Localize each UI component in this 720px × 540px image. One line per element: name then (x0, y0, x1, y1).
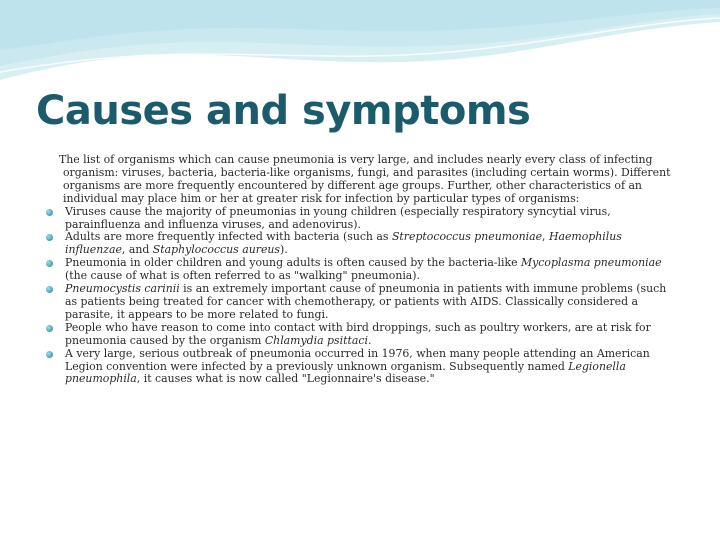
bullet-icon (46, 351, 53, 358)
bullet-icon (46, 234, 53, 241)
list-item (46, 322, 674, 348)
bullet-text: Viruses cause the majority of pneumonias in young children (especially respiratory syncytial virus, parainfluenza and influenza viruses, and adenovirus). (65, 204, 611, 231)
bullet-text: , and (121, 243, 153, 257)
bullet-text: (the cause of what is often referred to as "walking" pneumonia). (65, 269, 421, 283)
organism-name: Mycoplasma pneumoniae (521, 256, 662, 270)
bullet-text: People who have reason to come into contact with bird droppings, such as poultry workers, are at risk for pneumonia caused by the organism (65, 320, 651, 347)
list-item (46, 206, 674, 232)
organism-name: Legionella pneumophila (65, 359, 626, 386)
bullet-text: Pneumonia in older children and young adults is often caused by the bacteria-like (65, 256, 521, 270)
organism-name: Chlamydia psittaci (264, 333, 368, 347)
organism-name: Haemophilus influenzae (65, 230, 622, 257)
bullet-list (46, 206, 674, 387)
bullet-text: , (542, 230, 549, 244)
list-item (46, 257, 674, 283)
bullet-text: ). (280, 243, 288, 257)
bullet-text: A very large, serious outbreak of pneumonia occurred in 1976, when many people attending an American Legion convention were infected by a previously unknown organism. Subsequently named (65, 346, 650, 373)
slide-body (46, 154, 674, 386)
header-wave-decoration (0, 0, 720, 100)
list-item (46, 348, 674, 387)
bullet-text: Adults are more frequently infected with bacteria (such as (65, 230, 392, 244)
bullet-text: , it causes what is now called "Legionnaire's disease." (136, 372, 435, 386)
bullet-icon (46, 325, 53, 332)
bullet-text: is an extremely important cause of pneumonia in patients with immune problems (such as patients being treated for cancer with chemotherapy, or patients with AIDS. Classically considered a parasite, it appears to be more related to fungi. (65, 282, 667, 321)
organism-name: Staphylococcus aureus (152, 243, 280, 257)
bullet-icon (46, 260, 53, 267)
slide-title: Causes and symptoms (36, 88, 531, 134)
organism-name: Streptococcus pneumoniae (391, 230, 543, 244)
bullet-icon (46, 209, 53, 216)
bullet-text: . (367, 333, 372, 347)
organism-name: Pneumocystis carinii (65, 282, 180, 296)
list-item (46, 283, 674, 322)
list-item (46, 231, 674, 257)
intro-paragraph: The list of organisms which can cause pneumonia is very large, and includes nearly every class of infecting organism: viruses, bacteria, bacteria-like organisms, fungi, and parasites (including certain worms). Different organisms are more frequently encountered by different age groups. Further, other characteristics of an individual may place him or her at greater risk for infection by particular types of organisms: (59, 153, 671, 205)
bullet-icon (46, 286, 53, 293)
